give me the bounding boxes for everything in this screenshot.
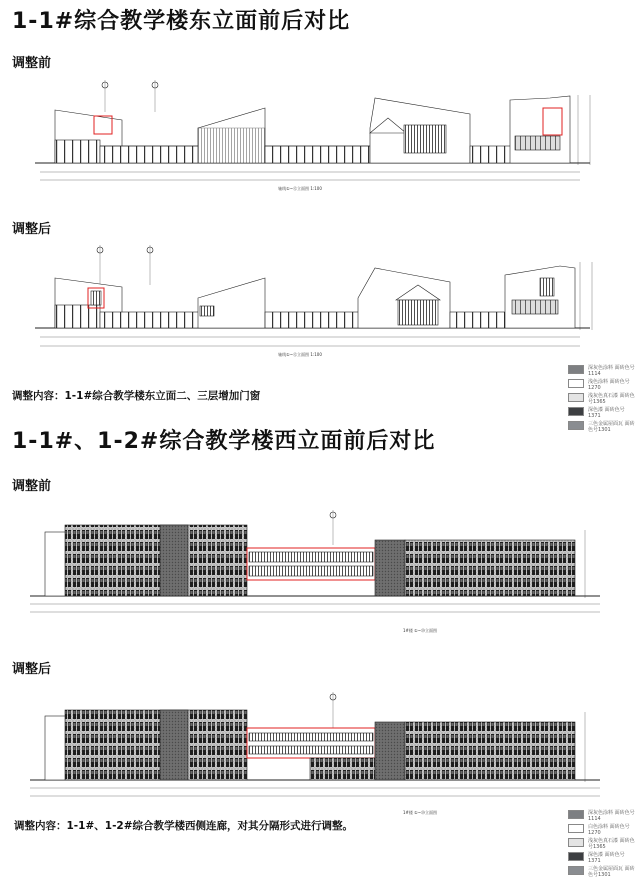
- legend-text: 浅灰色真石漆 面砖色号1365: [588, 393, 635, 405]
- legend-swatch: [568, 824, 584, 833]
- legend-swatch: [568, 838, 584, 847]
- legend-swatch: [568, 365, 584, 374]
- legend-item: [568, 866, 637, 880]
- legend-item: [568, 407, 637, 421]
- east-elevation-before: [35, 80, 590, 180]
- legend-text: 深色漆 面砖色号1371: [588, 852, 625, 864]
- legend-item: [568, 852, 637, 866]
- section2-before-caption: 1#楼 ①~⑳立面图: [402, 628, 438, 633]
- legend-swatch: [568, 407, 584, 416]
- legend-item: [568, 365, 637, 379]
- legend-swatch: [568, 852, 584, 861]
- section2-after-label: 调整后: [12, 662, 52, 677]
- west-elevation-after: [30, 692, 600, 796]
- section1-after-label: 调整后: [12, 222, 52, 237]
- section2-before-label: 调整前: [12, 479, 52, 494]
- section1-before-label: 调整前: [12, 56, 52, 71]
- section2-note: 调整内容：1-1#、1-2#综合教学楼西侧连廊，对其分隔形式进行调整。: [14, 820, 354, 832]
- legend-text: 白色涂料 面砖色号1270: [588, 824, 630, 836]
- legend-item: [568, 824, 637, 838]
- section2-after-caption: 1#楼 ①~⑳立面图: [402, 810, 438, 815]
- legend-swatch: [568, 379, 584, 388]
- legend-swatch: [568, 866, 584, 875]
- legend-text: 三色金属屋面瓦 面砖色号1301: [588, 421, 635, 433]
- legend-item: [568, 393, 637, 407]
- legend-item: [568, 810, 637, 824]
- west-elevation-before: [30, 510, 600, 612]
- legend-item: [568, 379, 637, 393]
- material-legend-1: [568, 365, 637, 435]
- east-elevation-after: [35, 245, 592, 346]
- legend-swatch: [568, 421, 584, 430]
- section2-title: 1-1#、1-2#综合教学楼西立面前后对比: [12, 429, 436, 454]
- legend-text: 深灰色涂料 面砖色号1114: [588, 810, 635, 822]
- legend-swatch: [568, 810, 584, 819]
- legend-item: [568, 421, 637, 435]
- legend-text: 深色漆 面砖色号1371: [588, 407, 625, 419]
- section1-before-caption: 轴线①~⑫立面图 1:100: [278, 186, 322, 191]
- legend-text: 浅色涂料 面砖色号1270: [588, 379, 630, 391]
- section1-note: 调整内容：1-1#综合教学楼东立面二、三层增加门窗: [12, 390, 261, 402]
- material-legend-2: [568, 810, 637, 880]
- section1-after-caption: 轴线①~⑫立面图 1:100: [278, 352, 322, 357]
- legend-swatch: [568, 393, 584, 402]
- legend-text: 深灰色涂料 面砖色号1114: [588, 365, 635, 377]
- legend-text: 三色金属屋面瓦 面砖色号1301: [588, 866, 635, 878]
- legend-item: [568, 838, 637, 852]
- legend-text: 浅灰色真石漆 面砖色号1365: [588, 838, 635, 850]
- section1-title: 1-1#综合教学楼东立面前后对比: [12, 9, 351, 34]
